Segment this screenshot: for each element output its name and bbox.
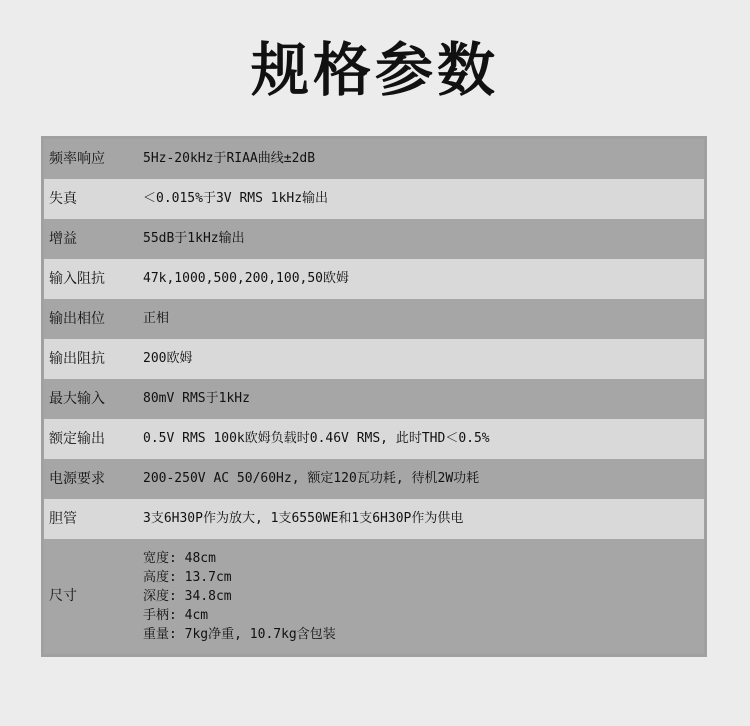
table-row-size <box>44 539 704 654</box>
table-row <box>44 219 704 259</box>
row-label: 失真 <box>49 191 77 207</box>
table-row <box>44 179 704 219</box>
table-row <box>44 419 704 459</box>
row-value: 0.5V RMS 100k欧姆负载时0.46V RMS, 此时THD＜0.5% <box>143 431 490 446</box>
row-label: 输入阻抗 <box>49 271 105 287</box>
size-height: 高度: 13.7cm <box>143 570 232 585</box>
row-value: 55dB于1kHz输出 <box>143 231 245 246</box>
table-row <box>44 299 704 339</box>
size-details <box>143 549 698 644</box>
table-row <box>44 379 704 419</box>
table-row <box>44 139 704 179</box>
size-handle: 手柄: 4cm <box>143 608 209 623</box>
row-value: 3支6H30P作为放大, 1支6550WE和1支6H30P作为供电 <box>143 511 464 526</box>
table-row <box>44 459 704 499</box>
spec-table <box>41 136 707 657</box>
row-value: 47k,1000,500,200,100,50欧姆 <box>143 271 350 286</box>
size-width: 宽度: 48cm <box>143 551 216 566</box>
table-row <box>44 339 704 379</box>
row-label: 最大输入 <box>49 391 105 407</box>
row-value: 5Hz-20kHz于RIAA曲线±2dB <box>143 151 316 166</box>
row-label: 输出相位 <box>49 311 105 327</box>
row-label: 胆管 <box>49 511 77 527</box>
row-label: 尺寸 <box>49 588 77 604</box>
size-weight: 重量: 7kg净重, 10.7kg含包装 <box>143 627 336 642</box>
row-value: 200欧姆 <box>143 351 193 366</box>
row-label: 额定输出 <box>49 431 105 447</box>
row-label: 电源要求 <box>49 471 105 487</box>
row-label: 频率响应 <box>49 151 105 167</box>
row-value: ＜0.015%于3V RMS 1kHz输出 <box>143 191 329 206</box>
table-row <box>44 499 704 539</box>
row-value: 200-250V AC 50/60Hz, 额定120瓦功耗, 待机2W功耗 <box>143 471 480 486</box>
row-label: 增益 <box>49 231 77 247</box>
row-value: 正相 <box>143 311 170 326</box>
row-value: 80mV RMS于1kHz <box>143 391 250 406</box>
size-depth: 深度: 34.8cm <box>143 589 232 604</box>
row-label: 输出阻抗 <box>49 351 105 367</box>
table-row <box>44 259 704 299</box>
page-title: 规格参数 <box>250 36 499 104</box>
